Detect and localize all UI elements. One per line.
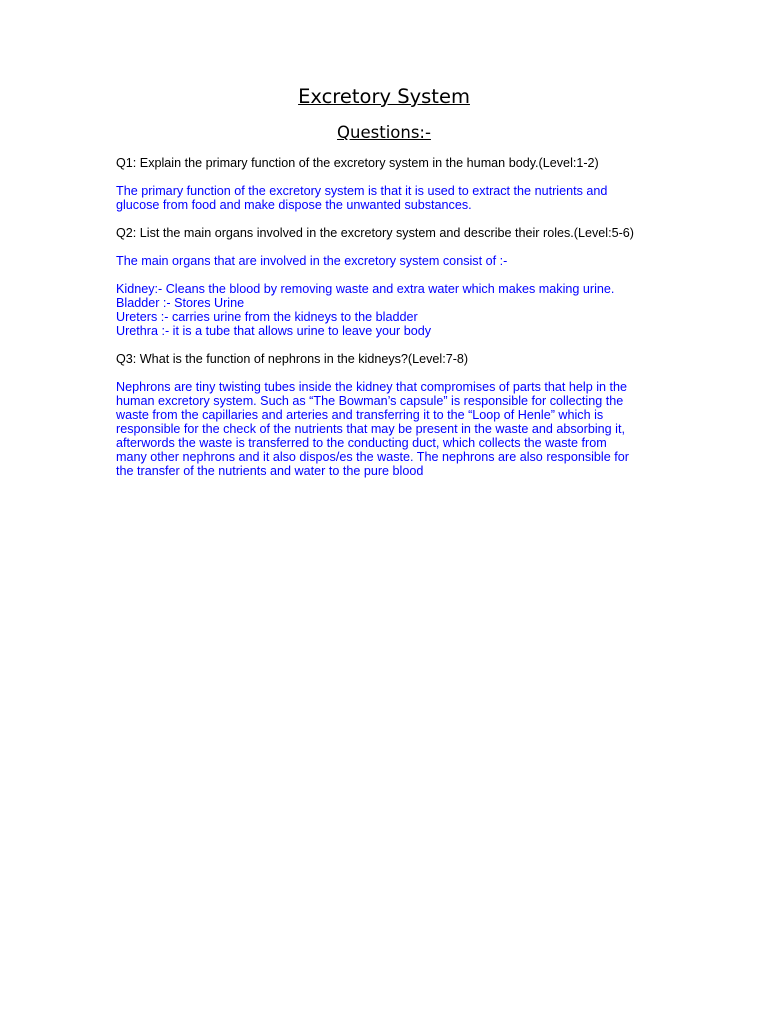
organ-item-ureters: Ureters :- carries urine from the kidneys to the bladder bbox=[116, 310, 418, 324]
question-2: Q2: List the main organs involved in the excretory system and describe their roles.(Level:5-6) bbox=[116, 226, 634, 240]
answer-3-line: the transfer of the nutrients and water to the pure blood bbox=[116, 464, 424, 478]
organ-item-bladder: Bladder :- Stores Urine bbox=[116, 296, 245, 310]
question-3: Q3: What is the function of nephrons in the kidneys?(Level:7-8) bbox=[116, 352, 469, 366]
document-title: Excretory System bbox=[298, 85, 470, 108]
document-body bbox=[116, 156, 656, 492]
answer-3-line: many other nephrons and it also dispos/es the waste. The nephrons are also responsible for bbox=[116, 450, 629, 464]
questions-heading: Questions:- bbox=[337, 123, 431, 142]
answer-3-line: afterwords the waste is transferred to the conducting duct, which collects the waste from bbox=[116, 436, 607, 450]
answer-3 bbox=[116, 380, 656, 478]
answer-3-line: human excretory system. Such as “The Bowman’s capsule” is responsible for collecting the bbox=[116, 394, 624, 408]
question-1: Q1: Explain the primary function of the excretory system in the human body.(Level:1-2) bbox=[116, 156, 599, 170]
answer-1-line: glucose from food and make dispose the unwanted substances. bbox=[116, 198, 472, 212]
answer-1 bbox=[116, 184, 656, 212]
organ-item-kidney: Kidney:- Cleans the blood by removing waste and extra water which makes making urine. bbox=[116, 282, 615, 296]
answer-3-line: Nephrons are tiny twisting tubes inside the kidney that compromises of parts that help in the bbox=[116, 380, 628, 394]
answer-2-intro: The main organs that are involved in the excretory system consist of :- bbox=[116, 254, 508, 268]
answer-3-line: responsible for the check of the nutrients that may be present in the waste and absorbing it, bbox=[116, 422, 625, 436]
answer-1-line: The primary function of the excretory system is that it is used to extract the nutrients and bbox=[116, 184, 608, 198]
answer-3-line: waste from the capillaries and arteries and transferring it to the “Loop of Henle” which is bbox=[116, 408, 604, 422]
organ-list bbox=[116, 282, 656, 338]
organ-item-urethra: Urethra :- it is a tube that allows urine to leave your body bbox=[116, 324, 432, 338]
